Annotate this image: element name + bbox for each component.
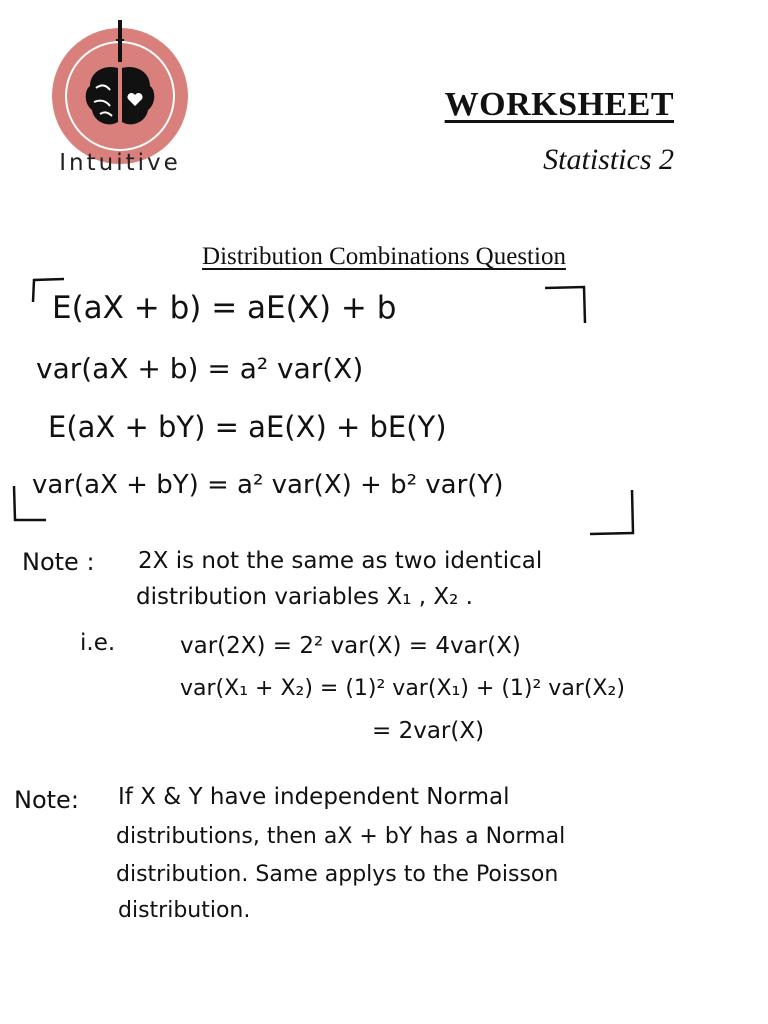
formula-variance-combined: var(aX + bY) = a² var(X) + b² var(Y): [32, 470, 504, 500]
example-equation: var(2X) = 2² var(X) = 4var(X): [180, 633, 521, 659]
formula-variance-linear: var(aX + b) = a² var(X): [36, 352, 364, 385]
note-label: Note :: [22, 548, 95, 576]
note-text: distribution. Same applys to the Poisson: [116, 862, 559, 887]
logo-wordmark: Intuitive: [59, 150, 181, 176]
question-heading: Distribution Combinations Question: [202, 243, 566, 270]
worksheet-subject: Statistics 2: [543, 143, 674, 176]
example-equation: = 2var(X): [372, 718, 485, 744]
worksheet-title: WORKSHEET: [444, 86, 674, 123]
formula-expectation-linear: E(aX + b) = aE(X) + b: [52, 290, 397, 326]
example-equation: var(X₁ + X₂) = (1)² var(X₁) + (1)² var(X₂): [180, 676, 625, 701]
note-text: distributions, then aX + bY has a Normal: [116, 824, 566, 849]
note-label: Note:: [14, 786, 79, 814]
formula-expectation-combined: E(aX + bY) = aE(X) + bE(Y): [48, 410, 447, 444]
ie-label: i.e.: [80, 630, 116, 656]
note-text: 2X is not the same as two identical: [138, 548, 543, 574]
note-text: If X & Y have independent Normal: [118, 784, 510, 810]
note-text: distribution variables X₁ , X₂ .: [136, 584, 473, 610]
note-text: distribution.: [118, 898, 251, 923]
